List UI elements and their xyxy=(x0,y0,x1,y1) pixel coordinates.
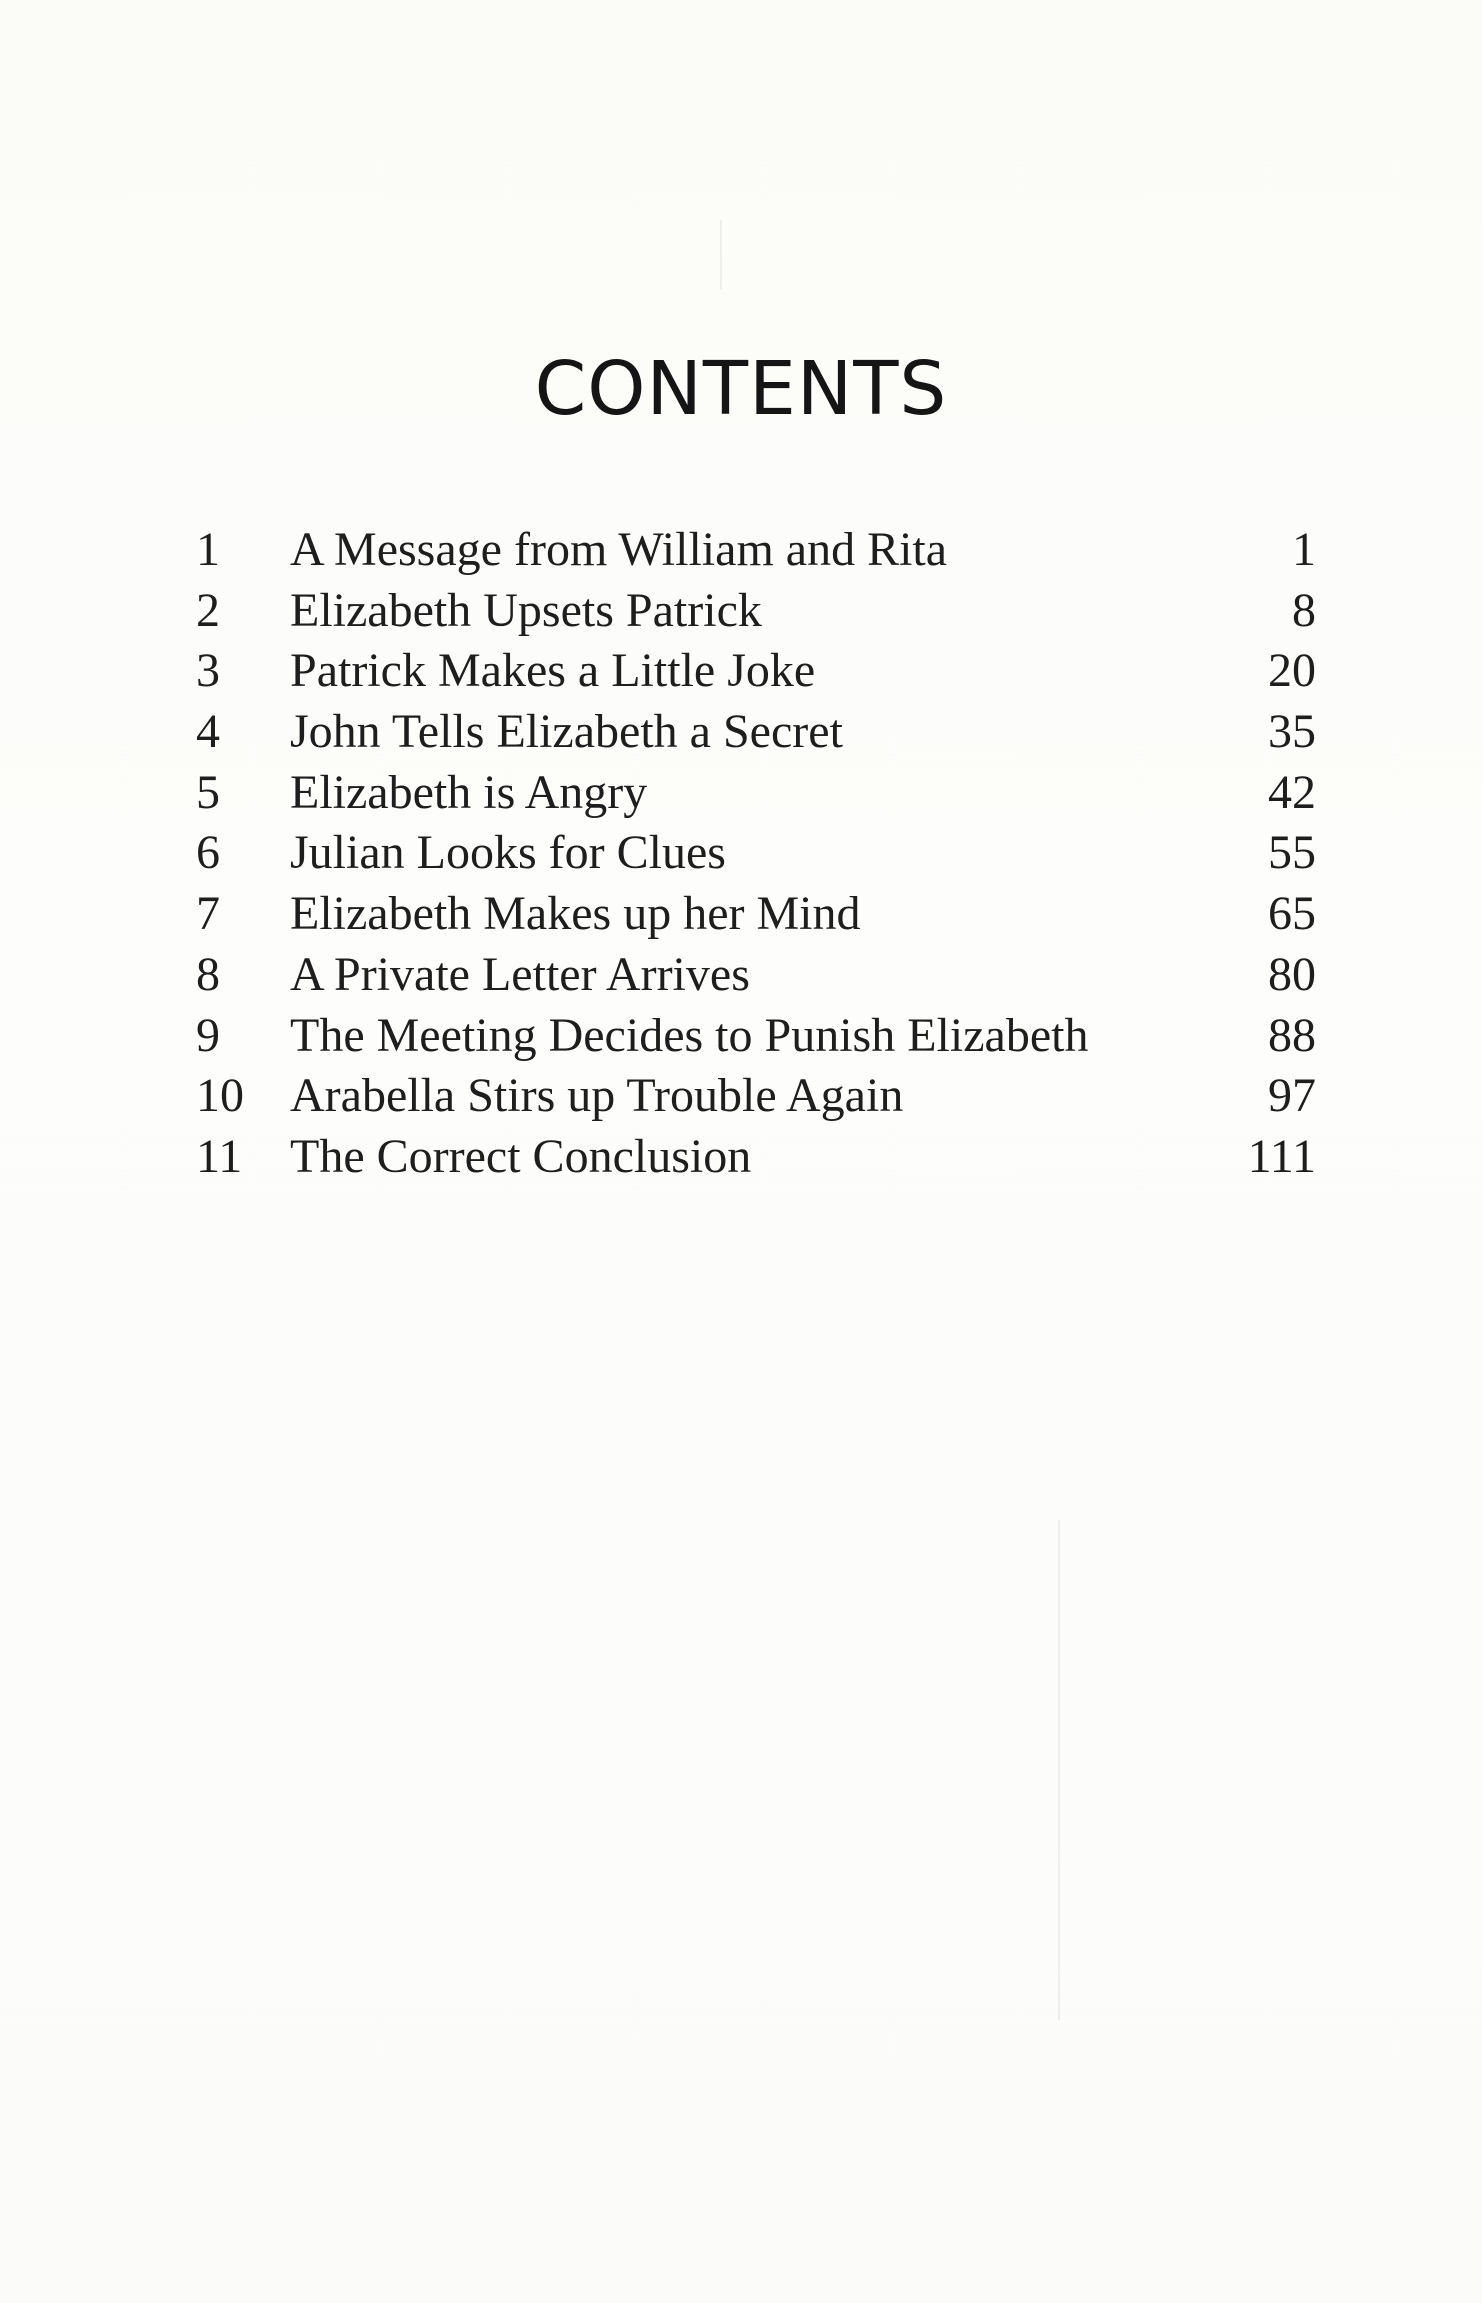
chapter-number: 5 xyxy=(196,765,220,819)
chapter-title: The Meeting Decides to Punish Elizabeth xyxy=(290,1008,1089,1062)
page-title: CONTENTS xyxy=(534,346,948,432)
toc-entry xyxy=(196,1127,1316,1188)
chapter-title: Elizabeth is Angry xyxy=(290,765,648,819)
toc-entry xyxy=(196,702,1316,763)
page-number: 42 xyxy=(1268,765,1316,819)
toc-entry xyxy=(196,1006,1316,1067)
page-number: 65 xyxy=(1268,887,1316,941)
toc-entry xyxy=(196,520,1316,581)
chapter-number: 6 xyxy=(196,826,220,880)
toc-entry xyxy=(196,1066,1316,1127)
chapter-title: Elizabeth Upsets Patrick xyxy=(290,583,762,637)
page-number: 80 xyxy=(1268,947,1316,1001)
toc-entry xyxy=(196,945,1316,1006)
chapter-title: Arabella Stirs up Trouble Again xyxy=(290,1069,904,1123)
chapter-title: John Tells Elizabeth a Secret xyxy=(290,705,843,759)
chapter-number: 3 xyxy=(196,644,220,698)
chapter-title: Julian Looks for Clues xyxy=(290,826,726,880)
scan-artifact xyxy=(1058,1520,1060,2020)
toc-entry xyxy=(196,884,1316,945)
page-number: 1 xyxy=(1292,523,1316,576)
toc-entry xyxy=(196,763,1316,824)
chapter-number: 11 xyxy=(196,1129,243,1183)
page-number: 35 xyxy=(1268,705,1316,759)
page-number: 88 xyxy=(1268,1008,1316,1062)
chapter-number: 9 xyxy=(196,1008,220,1062)
table-of-contents xyxy=(196,520,1316,1188)
chapter-title: A Message from William and Rita xyxy=(290,523,948,576)
page-number: 8 xyxy=(1292,583,1316,637)
chapter-title: The Correct Conclusion xyxy=(290,1129,752,1183)
page-number: 55 xyxy=(1268,826,1316,880)
chapter-number: 4 xyxy=(196,705,220,759)
chapter-number: 1 xyxy=(196,523,220,576)
chapter-title: A Private Letter Arrives xyxy=(290,947,750,1001)
page-number: 97 xyxy=(1268,1069,1316,1123)
toc-entry xyxy=(196,641,1316,702)
toc-entry xyxy=(196,581,1316,642)
chapter-number: 7 xyxy=(196,887,220,941)
chapter-title: Patrick Makes a Little Joke xyxy=(290,644,816,698)
chapter-number: 2 xyxy=(196,583,220,637)
page-number: 111 xyxy=(1247,1129,1316,1183)
scan-artifact xyxy=(720,220,722,290)
chapter-number: 10 xyxy=(196,1069,244,1123)
page-number: 20 xyxy=(1268,644,1316,698)
toc-entry xyxy=(196,823,1316,884)
chapter-number: 8 xyxy=(196,947,220,1001)
chapter-title: Elizabeth Makes up her Mind xyxy=(290,887,861,941)
